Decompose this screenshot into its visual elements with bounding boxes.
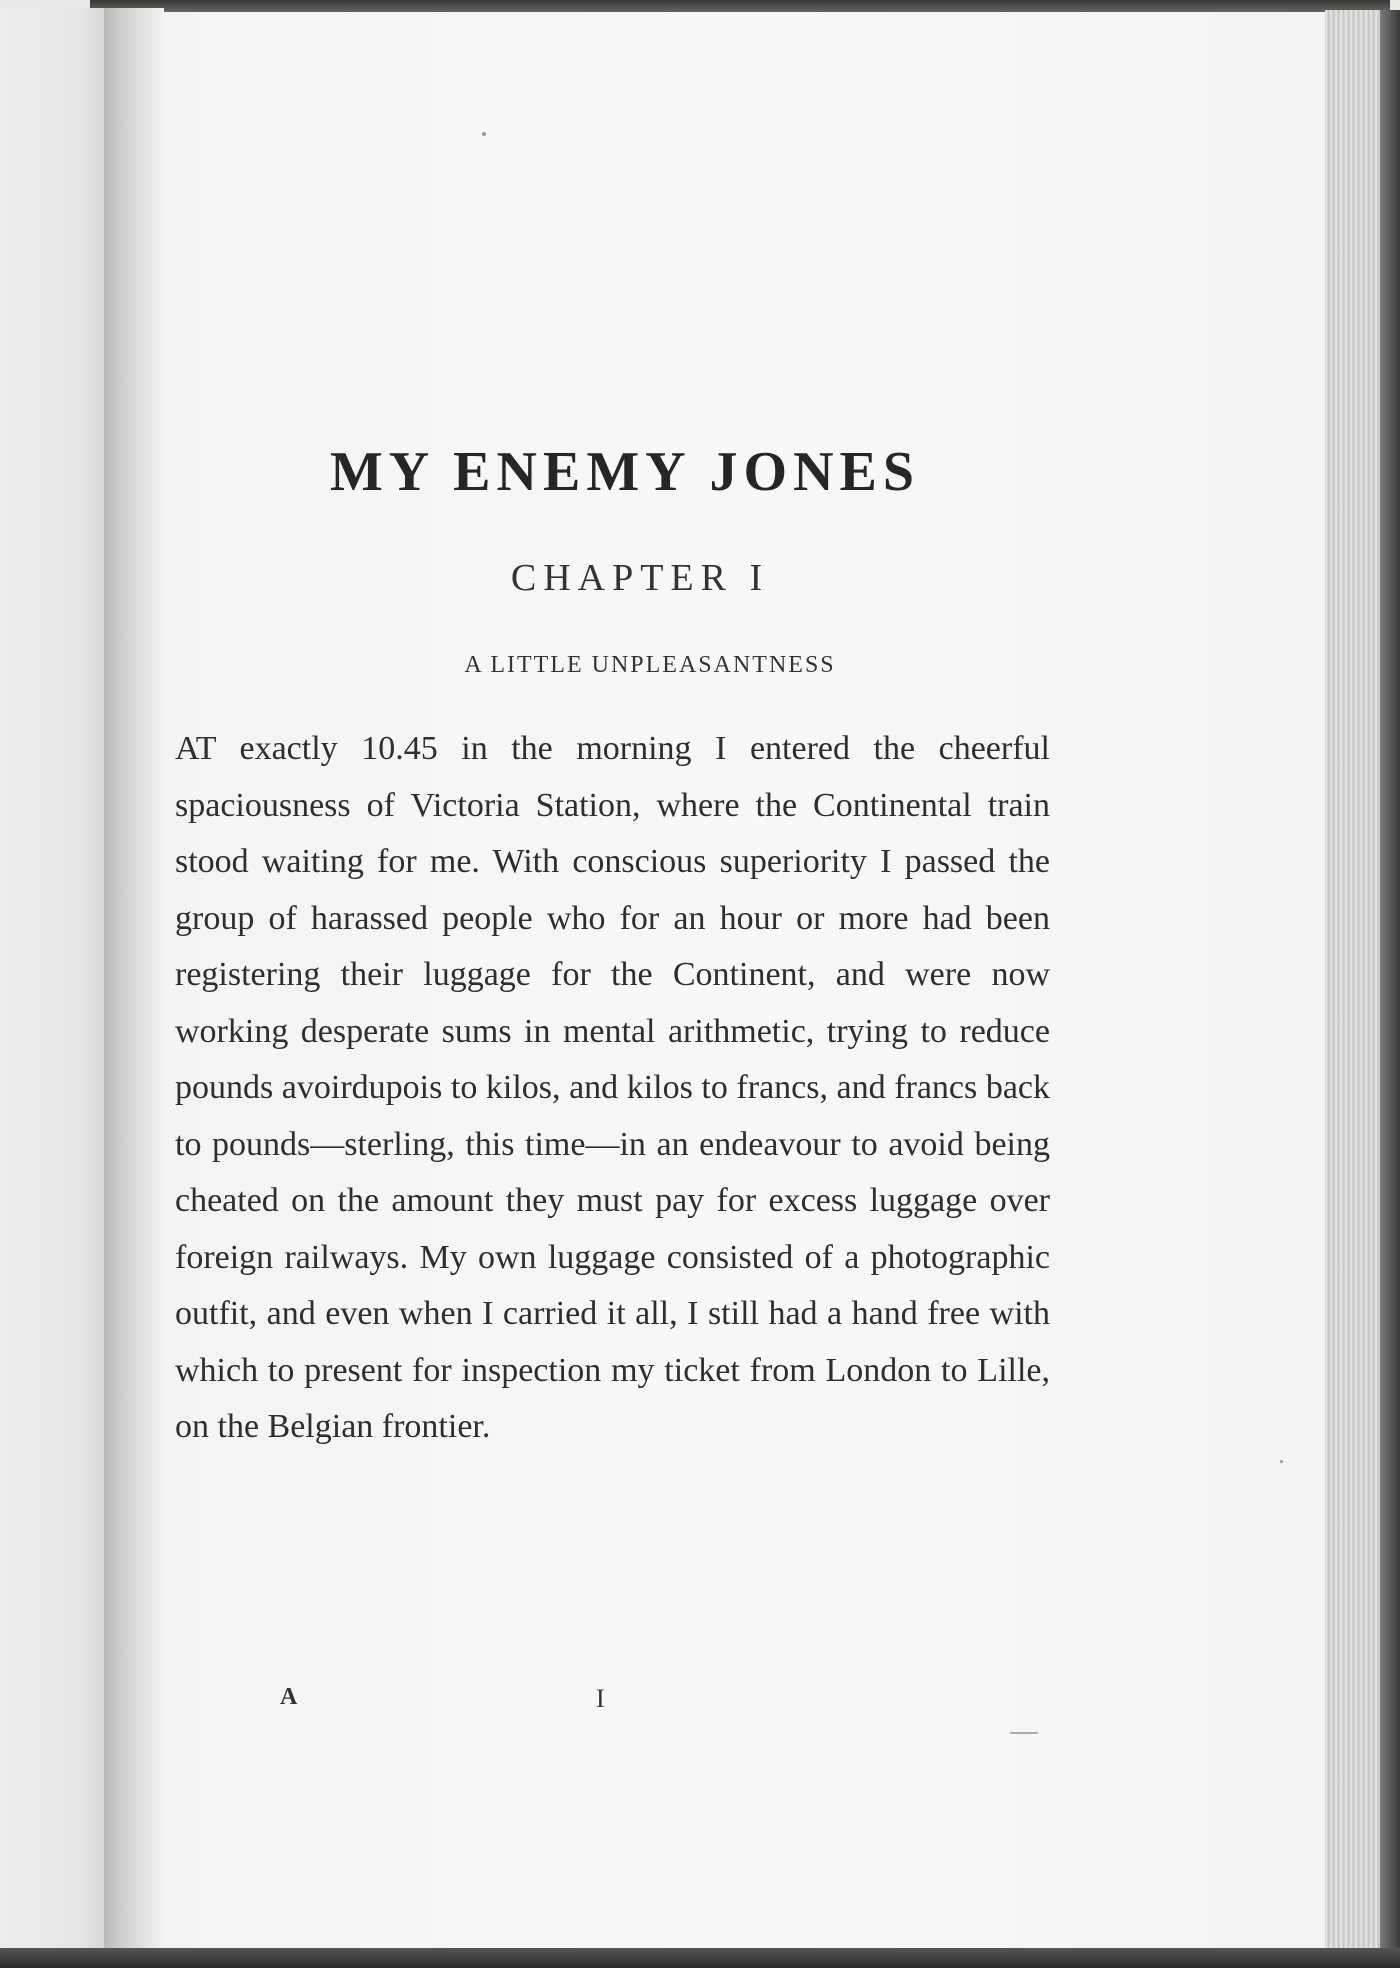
page-number: I xyxy=(596,1684,605,1713)
body-paragraph: AT exactly 10.45 in the morning I entered the cheerful spaciousness of Victoria Station, where the Continental train stood waiting for me. With conscious superiority I passed the group of harassed people who for an hour or more had been registering their luggage for the Continent, and were now working desperate sums in mental arithmetic, trying to reduce pounds avoirdupois to kilos, and kilos to francs, and francs back to pounds—sterling, this time—in an endeavour to avoid being cheated on the amount they must pay for excess luggage over foreign railways. My own luggage consisted of a photographic outfit, and even when I carried it all, I still had a hand free with which to present for inspection my ticket from London to Lille, on the Belgian frontier. xyxy=(175,730,1050,1445)
paper-speck xyxy=(1010,1732,1038,1734)
book-bottom-edge xyxy=(0,1948,1400,1968)
chapter-subtitle: A LITTLE UNPLEASANTNESS xyxy=(464,652,836,678)
page-edges-shadow xyxy=(1380,10,1400,1950)
book-gutter xyxy=(104,8,164,1953)
paper-speck xyxy=(1280,1460,1283,1463)
book-title: MY ENEMY JONES xyxy=(329,441,921,503)
paper-speck xyxy=(482,132,486,136)
left-page xyxy=(0,8,112,1953)
page-content xyxy=(165,440,1065,1456)
chapter-heading: CHAPTER I xyxy=(510,557,770,599)
signature-mark: A xyxy=(280,1684,298,1710)
